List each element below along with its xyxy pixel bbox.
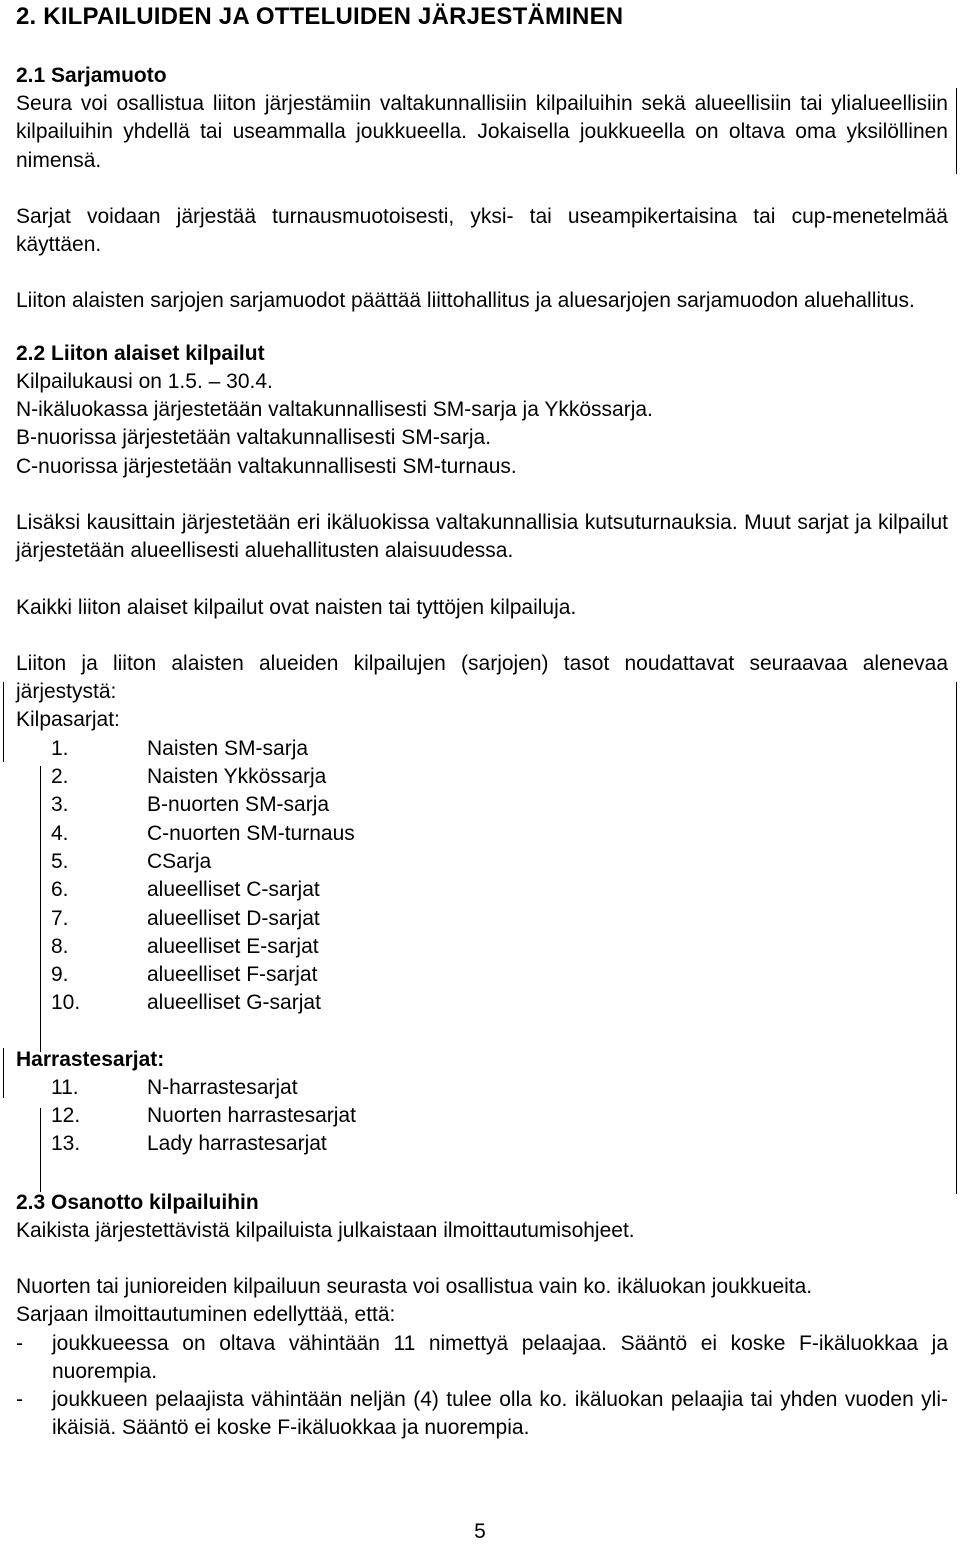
section-2-3 bbox=[16, 1189, 948, 1443]
paragraph: Lisäksi kausittain järjestetään eri ikäluokissa valtakunnallisia kutsuturnauksia. Muut sarjat ja kilpailut järjestetään alueellisesti aluehallitusten alaisuudessa. bbox=[16, 510, 948, 563]
list-item: 8. alueelliset E-sarjat bbox=[51, 934, 319, 958]
section-heading: 2.1 Sarjamuoto bbox=[16, 64, 167, 87]
paragraph: Seura voi osallistua liiton järjestämiin valtakunnallisiin kilpailuihin sekä alueellisiin tai ylialueellisiin kilpailuihin yhdellä tai useammalla joukkueella. Jokaisella joukkueella on oltava oma yksilöllinen nimensä. bbox=[16, 92, 948, 172]
list-item: - joukkueen pelaajista vähintään neljän (4) tulee olla ko. ikäluokan pelaajia tai yhden vuoden yli-ikäisiä. Sääntö ei koske F-ikäluokkaa ja nuorempia. bbox=[16, 1388, 948, 1440]
list-item: 2. Naisten Ykkössarja bbox=[51, 765, 327, 789]
list-label: Harrastesarjat: bbox=[16, 1047, 165, 1071]
list-item: 6. alueelliset C-sarjat bbox=[51, 878, 320, 902]
revision-bar-right bbox=[956, 88, 957, 174]
kilpasarjat-list bbox=[16, 735, 948, 1018]
list-item: 12. Nuorten harrastesarjat bbox=[51, 1104, 356, 1128]
section-2-1 bbox=[16, 62, 948, 316]
list-item: 7. alueelliset D-sarjat bbox=[51, 906, 320, 930]
list-item: - joukkueessa on oltava vähintään 11 nimettyä pelaajaa. Sääntö ei koske F-ikäluokkaa ja nuorempia. bbox=[16, 1331, 948, 1383]
document-page bbox=[16, 0, 948, 1443]
revision-bar-left bbox=[3, 1048, 4, 1098]
list-item: 10. alueelliset G-sarjat bbox=[51, 991, 321, 1015]
requirements-list bbox=[16, 1330, 948, 1443]
paragraph: Sarjat voidaan järjestää turnausmuotoisesti, yksi- tai useampikertaisina tai cup-menetelmää käyttäen. bbox=[16, 204, 948, 257]
paragraph-line: C-nuorissa järjestetään valtakunnallisesti SM-turnaus. bbox=[16, 454, 517, 478]
revision-bar-right bbox=[956, 682, 957, 1194]
paragraph: Liiton ja liiton alaisten alueiden kilpailujen (sarjojen) tasot noudattavat seuraavaa alenevaa järjestystä: bbox=[16, 651, 948, 704]
paragraph-line: B-nuorissa järjestetään valtakunnallisesti SM-sarja. bbox=[16, 426, 492, 450]
list-item: 5. CSarja bbox=[51, 849, 212, 873]
list-item: 13. Lady harrastesarjat bbox=[51, 1132, 327, 1156]
paragraph-line: Kilpailukausi on 1.5. – 30.4. bbox=[16, 369, 273, 393]
paragraph-line: Nuorten tai junioreiden kilpailuun seurasta voi osallistua vain ko. ikäluokan joukkueita. bbox=[16, 1274, 813, 1298]
paragraph: Kaikista järjestettävistä kilpailuista julkaistaan ilmoittautumisohjeet. bbox=[16, 1218, 635, 1242]
chapter-title: 2. KILPAILUIDEN JA OTTELUIDEN JÄRJESTÄMINEN bbox=[16, 3, 624, 30]
list-label: Kilpasarjat: bbox=[16, 708, 120, 732]
list-item: 4. C-nuorten SM-turnaus bbox=[51, 821, 355, 845]
section-heading: 2.3 Osanotto kilpailuihin bbox=[16, 1190, 259, 1214]
section-heading: 2.2 Liiton alaiset kilpailut bbox=[16, 341, 265, 365]
list-item: 11. N-harrastesarjat bbox=[51, 1075, 298, 1099]
paragraph: Kaikki liiton alaiset kilpailut ovat naisten tai tyttöjen kilpailuja. bbox=[16, 595, 577, 619]
paragraph-line: N-ikäluokassa järjestetään valtakunnallisesti SM-sarja ja Ykkössarja. bbox=[16, 398, 653, 422]
list-item: 1. Naisten SM-sarja bbox=[51, 736, 309, 760]
page-number: 5 bbox=[474, 1520, 486, 1543]
paragraph: Liiton alaisten sarjojen sarjamuodot päättää liittohallitus ja aluesarjojen sarjamuodon aluehallitus. bbox=[16, 289, 915, 313]
section-2-2 bbox=[16, 340, 948, 1159]
harrastesarjat-list bbox=[16, 1074, 948, 1159]
list-item: 3. B-nuorten SM-sarja bbox=[51, 793, 330, 817]
paragraph-line: Sarjaan ilmoittautuminen edellyttää, että: bbox=[16, 1303, 396, 1327]
revision-bar-left bbox=[3, 682, 4, 762]
list-item: 9. alueelliset F-sarjat bbox=[51, 963, 318, 987]
